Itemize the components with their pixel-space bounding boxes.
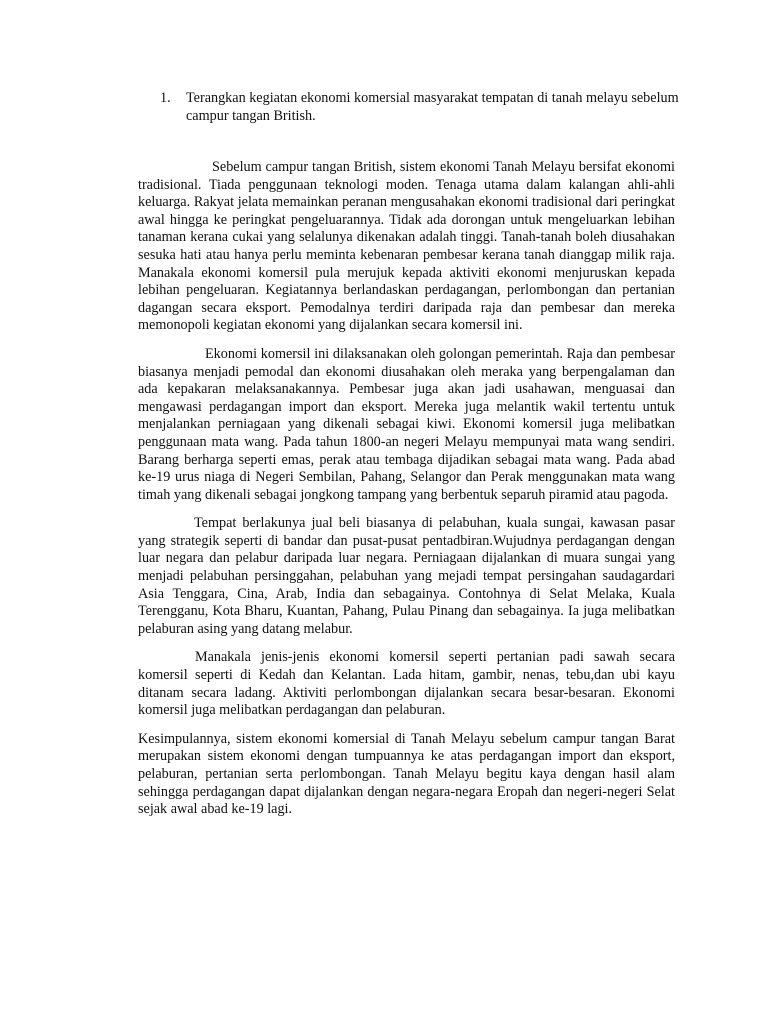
paragraph-5-conclusion: Kesimpulannya, sistem ekonomi komersial di Tanah Melayu sebelum campur tangan Barat merupakan sistem ekonomi dengan tumpuannya ke atas perdagangan import dan eksport, pelaburan, pertanian serta perlombongan. Tanah Melayu begitu kaya dengan hasil alam sehingga perdagangan dapat dijalankan dengan negara-negara Eropah dan negeri-negeri Selat sejak awal abad ke-19 lagi. <box>138 730 675 818</box>
paragraph-1: Sebelum campur tangan British, sistem ekonomi Tanah Melayu bersifat ekonomi tradisional. Tiada penggunaan teknologi moden. Tenaga utama dalam kalangan ahli-ahli keluarga. Rakyat jelata memainkan peranan mengusahakan ekonomi tradisional dari peringkat awal hingga ke peringkat pengeluarannya. Tidak ada dorongan untuk mengeluarkan lebihan tanaman kerana cukai yang selalunya dikenakan adalah tinggi. Tanah-tanah boleh diusahakan sesuka hati atau hanya perlu meminta kebenaran pembesar kerana tanah dianggap milik raja. Manakala ekonomi komersil pula merujuk kepada aktiviti ekonomi menjuruskan kepada lebihan pengeluaran. Kegiatannya berlandaskan perdagangan, perlombongan dan pertanian dagangan secara eksport. Pemodalnya terdiri daripada raja dan pembesar dan mereka memonopoli kegiatan ekonomi yang dijalankan secara komersil ini. <box>138 159 675 334</box>
paragraph-4: Manakala jenis-jenis ekonomi komersil seperti pertanian padi sawah secara komersil seperti di Kedah dan Kelantan. Lada hitam, gambir, nenas, tebu,dan ubi kayu ditanam secara ladang. Aktiviti perlombongan dijalankan secara besar-besaran. Ekonomi komersil juga melibatkan perdagangan dan pelaburan. <box>138 649 675 719</box>
question-text: Terangkan kegiatan ekonomi komersial masyarakat tempatan di tanah melayu sebelum campur tangan British. <box>186 90 679 124</box>
paragraph-2: Ekonomi komersil ini dilaksanakan oleh golongan pemerintah. Raja dan pembesar biasanya menjadi pemodal dan ekonomi diusahakan oleh meraka yang berpengalaman dan ada kepakaran melaksanakannya. Pembesar juga akan jadi usahawan, menguasai dan mengawasi perdagangan import dan eksport. Mereka juga melantik wakil tertentu untuk menjalankan perniagaan yang dikenali sebagai kiwi. Ekonomi komersil juga melibatkan penggunaan mata wang. Pada tahun 1800-an negeri Melayu mempunyai mata wang sendiri. Barang berharga seperti emas, perak atau tembaga dijadikan sebagai mata wang. Pada abad ke-19 urus niaga di Negeri Sembilan, Pahang, Selangor dan Perak menggunakan mata wang timah yang dikenali sebagai jongkong tampang yang berbentuk separuh piramid atau pagoda. <box>138 345 675 503</box>
question-number: 1. <box>160 90 171 106</box>
paragraph-3: Tempat berlakunya jual beli biasanya di pelabuhan, kuala sungai, kawasan pasar yang strategik seperti di bandar dan pusat-pusat pentadbiran.Wujudnya perdagangan dengan luar negara dan pelabur daripada luar negara. Perniagaan dijalankan di muara sungai yang menjadi pelabuhan persinggahan, pelabuhan yang mejadi tempat persingahan saudagardari Asia Tenggara, Cina, Arab, India dan sebagainya. Contohnya di Selat Melaka, Kuala Terengganu, Kota Bharu, Kuantan, Pahang, Pulau Pinang dan sebagainya. Ia juga melibatkan pelaburan asing yang datang melabur. <box>138 515 675 637</box>
question-item <box>160 89 680 125</box>
answer-body <box>138 159 675 830</box>
